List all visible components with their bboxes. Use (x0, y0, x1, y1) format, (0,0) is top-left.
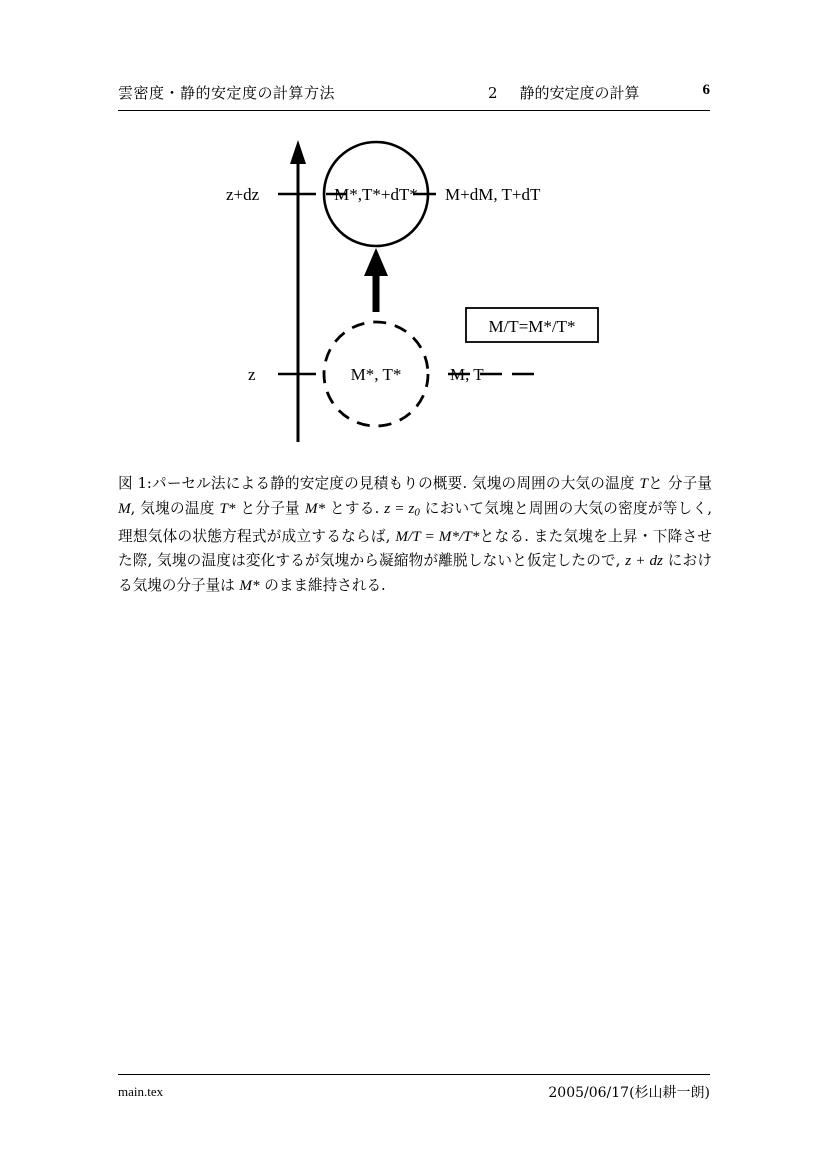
caption-math-z-sub: 0 (414, 506, 420, 519)
caption-text-10: における気塊の分子量は (118, 552, 713, 594)
caption-text-11: のまま維持さ (259, 576, 352, 594)
caption-label: 図 1: (118, 475, 152, 492)
caption-math-zdz: z + dz (625, 552, 663, 570)
page-header (118, 82, 710, 110)
label-z: z (248, 365, 256, 384)
caption-text-8: となる. また気塊を上昇・下降させた際, 気塊の温度は変化するが気塊から凝縮物 (118, 527, 713, 570)
caption-math-M: M (118, 499, 131, 517)
vertical-axis-arrow (290, 140, 306, 442)
caption-math-Mstar: M* (304, 499, 326, 517)
footer-divider (118, 1074, 710, 1075)
caption-text-9: が離脱しないと仮定したので, (423, 552, 626, 570)
caption-text-2: と 分子量 (647, 475, 713, 492)
header-page-number: 6 (702, 82, 710, 98)
caption-text-3: , 気塊の温度 (130, 499, 220, 517)
caption-math-T: T (639, 475, 648, 492)
caption-math-z: z = z (384, 499, 415, 517)
caption-math-z0 (384, 500, 420, 517)
header-section (488, 82, 640, 103)
caption-text-5: とする. (325, 499, 385, 517)
label-relation: M/T=M*/T* (488, 317, 576, 336)
header-section-number: 2 (488, 84, 498, 102)
footer-date-author: 2005/06/17(杉山耕一朗) (548, 1085, 710, 1101)
label-env-upper: M+dM, T+dT (445, 185, 541, 204)
header-divider (118, 110, 710, 111)
caption-text-1: パーセル法による静的安定度の見積もりの概要. 気塊の周囲の大気の温度 (151, 475, 640, 492)
figure-caption (118, 472, 712, 598)
figure-canvas (118, 130, 710, 460)
ascent-arrow (364, 248, 388, 312)
label-z-plus-dz: z+dz (226, 185, 260, 204)
figure-parcel-method (118, 130, 710, 460)
caption-math-Mstar-2: M* (239, 576, 260, 594)
label-env-lower: M, T (450, 365, 484, 384)
header-section-title: 静的安定度の計算 (519, 84, 640, 102)
caption-math-ratio: M/T = M*/T* (395, 527, 480, 545)
label-parcel-lower: M*, T* (350, 365, 402, 384)
header-document-title: 雲密度・静的安定度の計算方法 (118, 84, 336, 102)
caption-text-12: れる. (351, 576, 386, 594)
caption-math-Tstar: T* (219, 499, 236, 517)
caption-text-6: において気塊と周囲 (419, 499, 559, 517)
footer-filename: main.tex (118, 1084, 164, 1099)
caption-text-7: の大気の密度が等しく, 理想気体の状態方程式が成立するならば, (118, 499, 713, 545)
label-parcel-upper: M*,T*+dT* (334, 185, 418, 204)
caption-text-4: と分子量 (235, 499, 305, 517)
